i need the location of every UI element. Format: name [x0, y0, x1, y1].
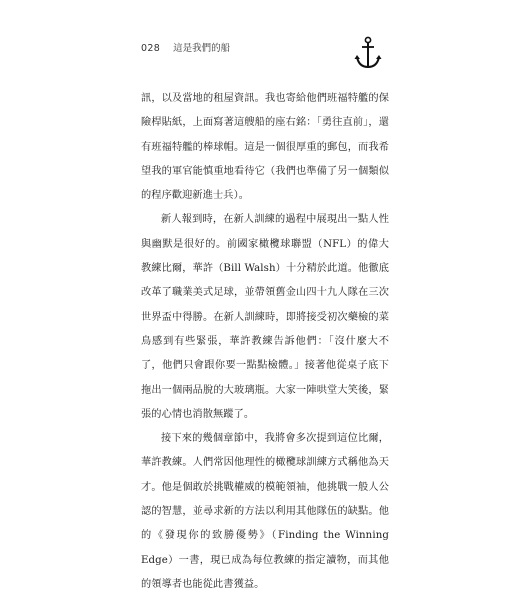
anchor-icon	[353, 36, 383, 72]
page-number: 028	[141, 43, 161, 54]
chapter-title: 這是我們的船	[173, 43, 231, 54]
paragraph-1: 訊，以及當地的租屋資訊。我也寄給他們班福特艦的保險桿貼紙，上面寫著這艘船的座右銘：「勇往直前」，還有班福特艦的棒球帽。這是一個很厚重的郵包，而我希望我的軍官能慎重地看待它（我們也準備了另一個類似的程序歡迎新進士兵）。	[141, 93, 389, 202]
running-header	[141, 40, 230, 54]
body-text	[141, 87, 389, 597]
paragraph-3: 接下來的幾個章節中，我將會多次提到這位比爾，華許教練。人們常因他理性的橄欖球訓練方式稱他為天才。他是個敢於挑戰權威的模範領袖，他挑戰一般人公認的智慧，並尋求新的方法以利用其他隊伍的缺點。他的《發現你的致勝優勢》（Finding the Winning Edge）一書，現已成為每位教練的指定讀物，而其他的領導者也能從此書獲益。	[141, 433, 389, 590]
paragraph-2: 新人報到時，在新人訓練的過程中展現出一點人性與幽默是很好的。前國家橄欖球聯盟（NFL）的偉大教練比爾，華許（Bill Walsh）十分精於此道。他徹底改革了職業美式足球，並帶領舊金山四十九人隊在三次世界盃中得勝。在新人訓練時，即將接受初次藥檢的菜鳥感到有些緊張，華許教練告訴他們：「沒什麼大不了，他們只會跟你要一點點檢體。」接著他從桌子底下拖出一個兩品脫的大玻璃瓶。大家一陣哄堂大笑後，緊張的心情也消散無蹤了。	[141, 214, 389, 420]
